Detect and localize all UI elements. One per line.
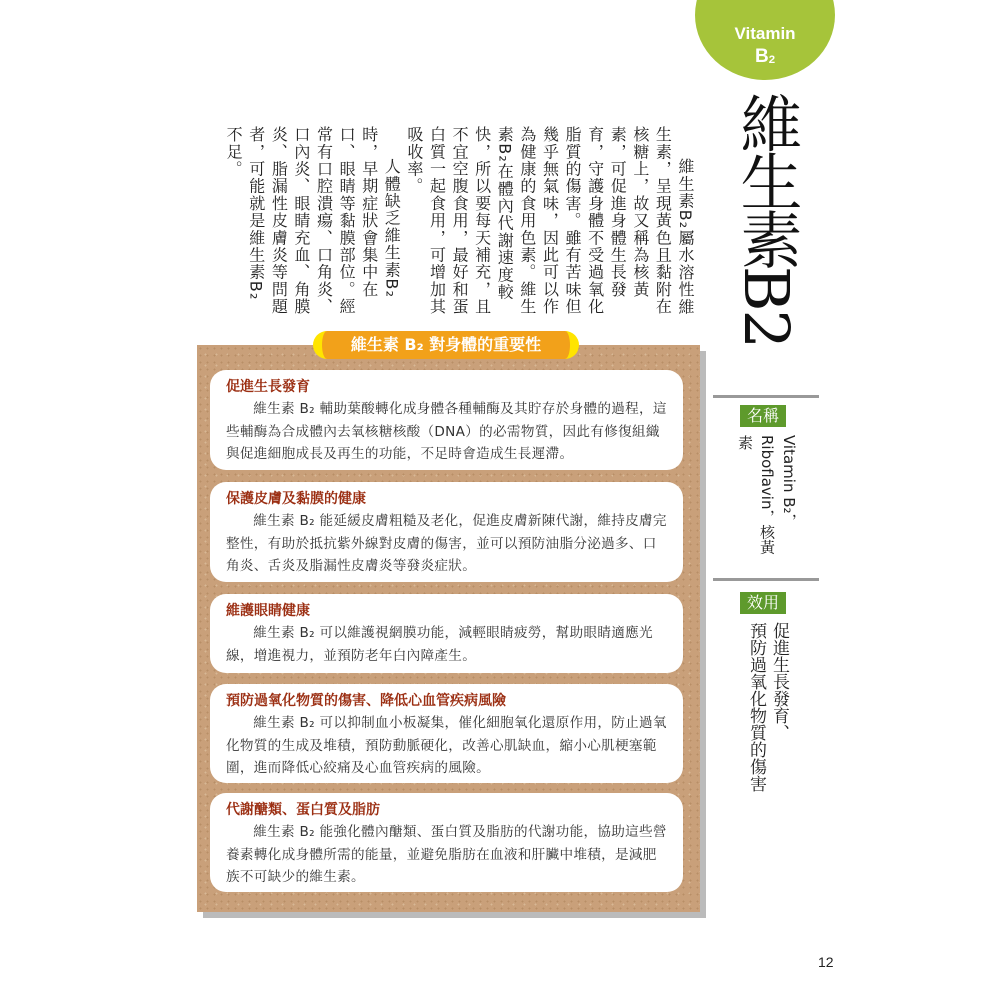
- card-body: 維生素 B₂ 可以抑制血小板凝集，催化細胞氧化還原作用，防止過氧化物質的生成及堆積，預防動脈硬化，改善心肌缺血，縮小心肌梗塞範圍，進而降低心絞痛及心血管疾病的風險。: [226, 715, 667, 776]
- effect-label: 效用: [740, 592, 786, 614]
- divider: [713, 578, 819, 581]
- intro-text: [224, 126, 696, 316]
- card-body: 維生素 B₂ 輔助葉酸轉化成身體各種輔酶及其貯存於身體的過程，這些輔酶為合成體內去氧核糖核酸（DNA）的必需物質，因此有修復組織與促進細胞成長及再生的功能，不足時會造成生長遲滯。: [226, 401, 667, 462]
- card-title: 促進生長發育: [226, 379, 310, 395]
- name-label: 名稱: [740, 405, 786, 427]
- title-text: 維生素: [730, 92, 803, 266]
- card-cardio: [210, 684, 683, 783]
- page-title: [730, 92, 802, 347]
- card-body: 維生素 B₂ 可以維護視網膜功能，減輕眼睛疲勞，幫助眼睛適應光線，增進視力，並預防老年白內障產生。: [226, 625, 653, 664]
- name-line-1: Vitamin B₂，: [780, 435, 798, 529]
- name-line-3: 素: [736, 435, 754, 450]
- card-metabolism: [210, 793, 683, 892]
- intro-paragraph-1: 維生素B₂屬水溶性維生素，呈現黃色且黏附在核糖上，故又稱為核黃素，可促進身體生長發育，守護身體不受過氧化脂質的傷害。雖有苦味但幾乎無氣味，因此可以作為健康的食用色素。維生素B₂在體內代謝速度較快，所以要每天補充，且不宜空腹食用，最好和蛋白質一起食用，可增加其吸收率。: [404, 126, 695, 316]
- card-title: 代謝醣類、蛋白質及脂肪: [226, 802, 380, 818]
- card-body: 維生素 B₂ 能延緩皮膚粗糙及老化，促進皮膚新陳代謝，維持皮膚完整性，有助於抵抗紫外線對皮膚的傷害，並可以預防油脂分泌過多、口角炎、舌炎及脂漏性皮膚炎等發炎症狀。: [226, 513, 667, 574]
- card-growth: [210, 370, 683, 470]
- card-title: 保護皮膚及黏膜的健康: [226, 491, 366, 507]
- card-title: 維護眼睛健康: [226, 603, 310, 619]
- effect-line-1: 促進生長發育、: [769, 622, 789, 741]
- badge-line2: [695, 46, 835, 68]
- effect-line-2: 預防過氧化物質的傷害: [746, 622, 766, 792]
- title-suffix: B2: [730, 266, 803, 348]
- name-line-2: Riboflavin，核黃: [758, 435, 776, 555]
- board-header: 維生素 B₂ 對身體的重要性: [313, 331, 579, 359]
- intro-paragraph-2: 人體缺乏維生素B₂時，早期症狀會集中在口、眼睛等黏膜部位。經常有口腔潰瘍、口角炎、口內炎、眼睛充血、角膜炎、脂漏性皮膚炎等問題者，可能就是維生素B₂不足。: [224, 126, 402, 316]
- badge-line1: Vitamin: [734, 24, 796, 43]
- vitamin-badge: [695, 0, 835, 80]
- card-body: 維生素 B₂ 能強化體內醣類、蛋白質及脂肪的代謝功能，協助這些營養素轉化成身體所需的能量，並避免脂肪在血液和肝臟中堆積，是減肥族不可缺少的維生素。: [226, 824, 667, 885]
- badge-sub: 2: [768, 54, 776, 67]
- card-title: 預防過氧化物質的傷害、降低心血管疾病風險: [226, 693, 506, 709]
- card-eyes: [210, 594, 683, 673]
- page-number: 12: [818, 954, 834, 970]
- badge-letter: B: [754, 46, 769, 67]
- card-skin: [210, 482, 683, 582]
- divider: [713, 395, 819, 398]
